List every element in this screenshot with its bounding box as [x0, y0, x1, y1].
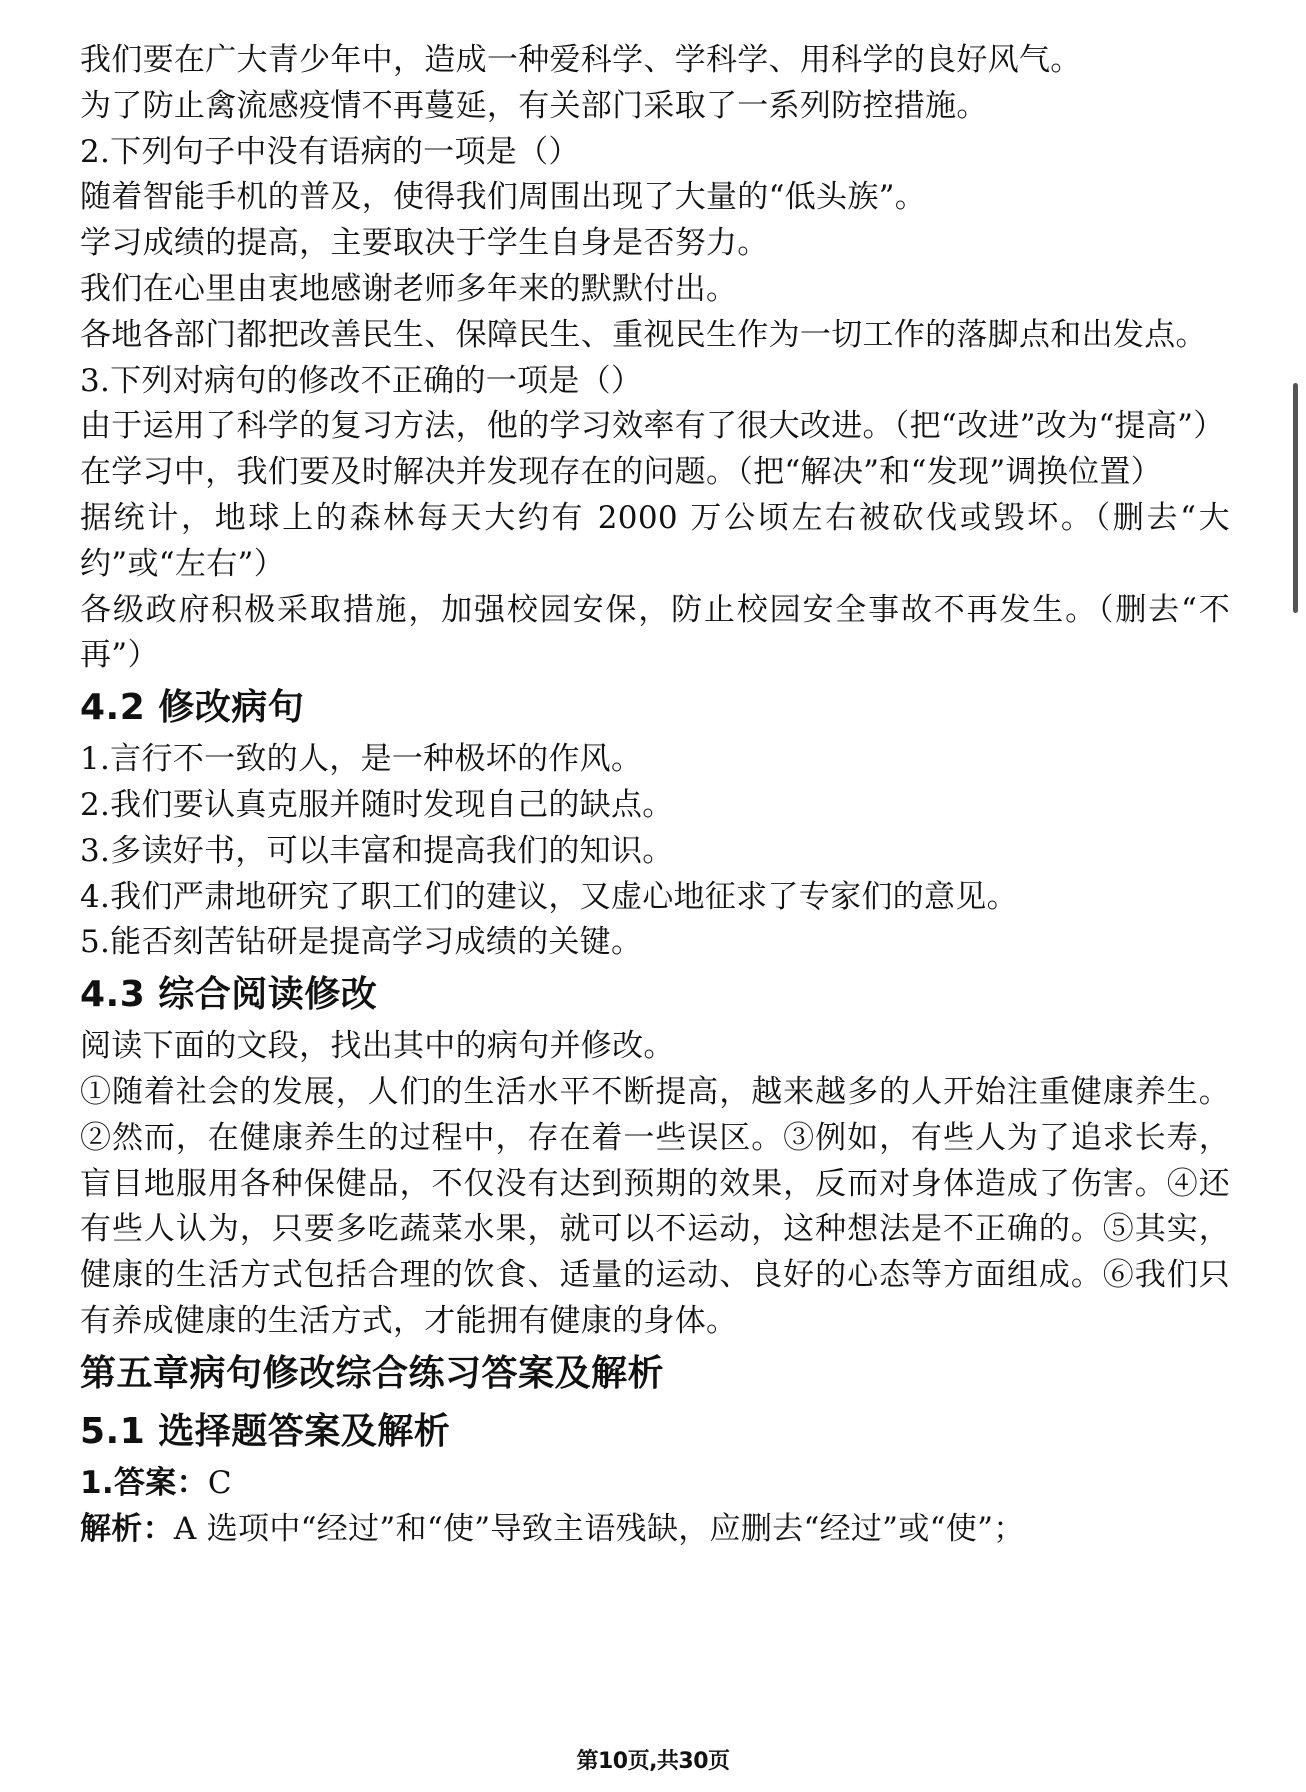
answer-label: 1.答案：: [80, 1464, 208, 1501]
page-number: 第10页,共30页: [576, 1749, 730, 1774]
list-item: 1.言行不一致的人，是一种极坏的作风。: [80, 741, 643, 778]
answer-line: [80, 1461, 1230, 1507]
question-title: 2.下列句子中没有语病的一项是（）: [80, 133, 580, 170]
list-item: 5.能否刻苦钻研是提高学习成绩的关键。: [80, 924, 643, 961]
text-line: 为了防止禽流感疫情不再蔓延，有关部门采取了一系列防控措施。: [80, 87, 988, 124]
answer-value: C: [207, 1464, 232, 1501]
analysis-text: A 选项中“经过”和“使”导致主语残缺，应删去“经过”或“使”；: [173, 1510, 1025, 1547]
option-paragraph: 据统计，地球上的森林每天大约有 2000 万公顷左右被砍伐或毁坏。（删去“大约”或“左右”）: [80, 499, 1230, 582]
scrollbar[interactable]: [1293, 383, 1298, 613]
intro-line: 阅读下面的文段，找出其中的病句并修改。: [80, 1028, 675, 1065]
reading-passage: ①随着社会的发展，人们的生活水平不断提高，越来越多的人开始注重健康养生。②然而，在健康养生的过程中，存在着一些误区。③例如，有些人为了追求长寿，盲目地服用各种保健品，不仅没有达到预期的效果，反而对身体造成了伤害。④还有些人认为，只要多吃蔬菜水果，就可以不运动，这种想法是不正确的。⑤其实，健康的生活方式包括合理的饮食、适量的运动、良好的心态等方面组成。⑥我们只有养成健康的生活方式，才能拥有健康的身体。: [80, 1073, 1230, 1339]
text-line: 我们要在广大青少年中，造成一种爱科学、学科学、用科学的良好风气。: [80, 42, 1082, 78]
section-heading: 4.2 修改病句: [80, 687, 305, 729]
option-paragraph: 由于运用了科学的复习方法，他的学习效率有了很大改进。（把“改进”改为“提高”）: [80, 408, 1225, 445]
section-heading: 4.3 综合阅读修改: [80, 974, 378, 1016]
chapter-heading: 第五章病句修改综合练习答案及解析: [80, 1352, 665, 1394]
section-heading: 5.1 选择题答案及解析: [80, 1410, 451, 1452]
document-page: [80, 38, 1230, 1552]
analysis-line: [80, 1507, 1230, 1553]
option-line: 我们在心里由衷地感谢老师多年来的默默付出。: [80, 270, 738, 307]
list-item: 4.我们严肃地研究了职工们的建议，又虚心地征求了专家们的意见。: [80, 878, 1018, 915]
option-line: 随着智能手机的普及，使得我们周围出现了大量的“低头族”。: [80, 179, 927, 216]
option-line: 学习成绩的提高，主要取决于学生自身是否努力。: [80, 225, 769, 262]
option-paragraph: 各级政府积极采取措施，加强校园安保，防止校园安全事故不再发生。（删去“不再”）: [80, 591, 1230, 674]
list-item: 2.我们要认真克服并随时发现自己的缺点。: [80, 786, 674, 823]
option-paragraph: 各地各部门都把改善民生、保障民生、重视民生作为一切工作的落脚点和出发点。: [80, 316, 1207, 353]
question-title: 3.下列对病句的修改不正确的一项是（）: [80, 362, 643, 399]
analysis-label: 解析：: [80, 1510, 174, 1547]
list-item: 3.多读好书，可以丰富和提高我们的知识。: [80, 832, 674, 869]
option-paragraph: 在学习中，我们要及时解决并发现存在的问题。（把“解决”和“发现”调换位置）: [80, 454, 1162, 491]
